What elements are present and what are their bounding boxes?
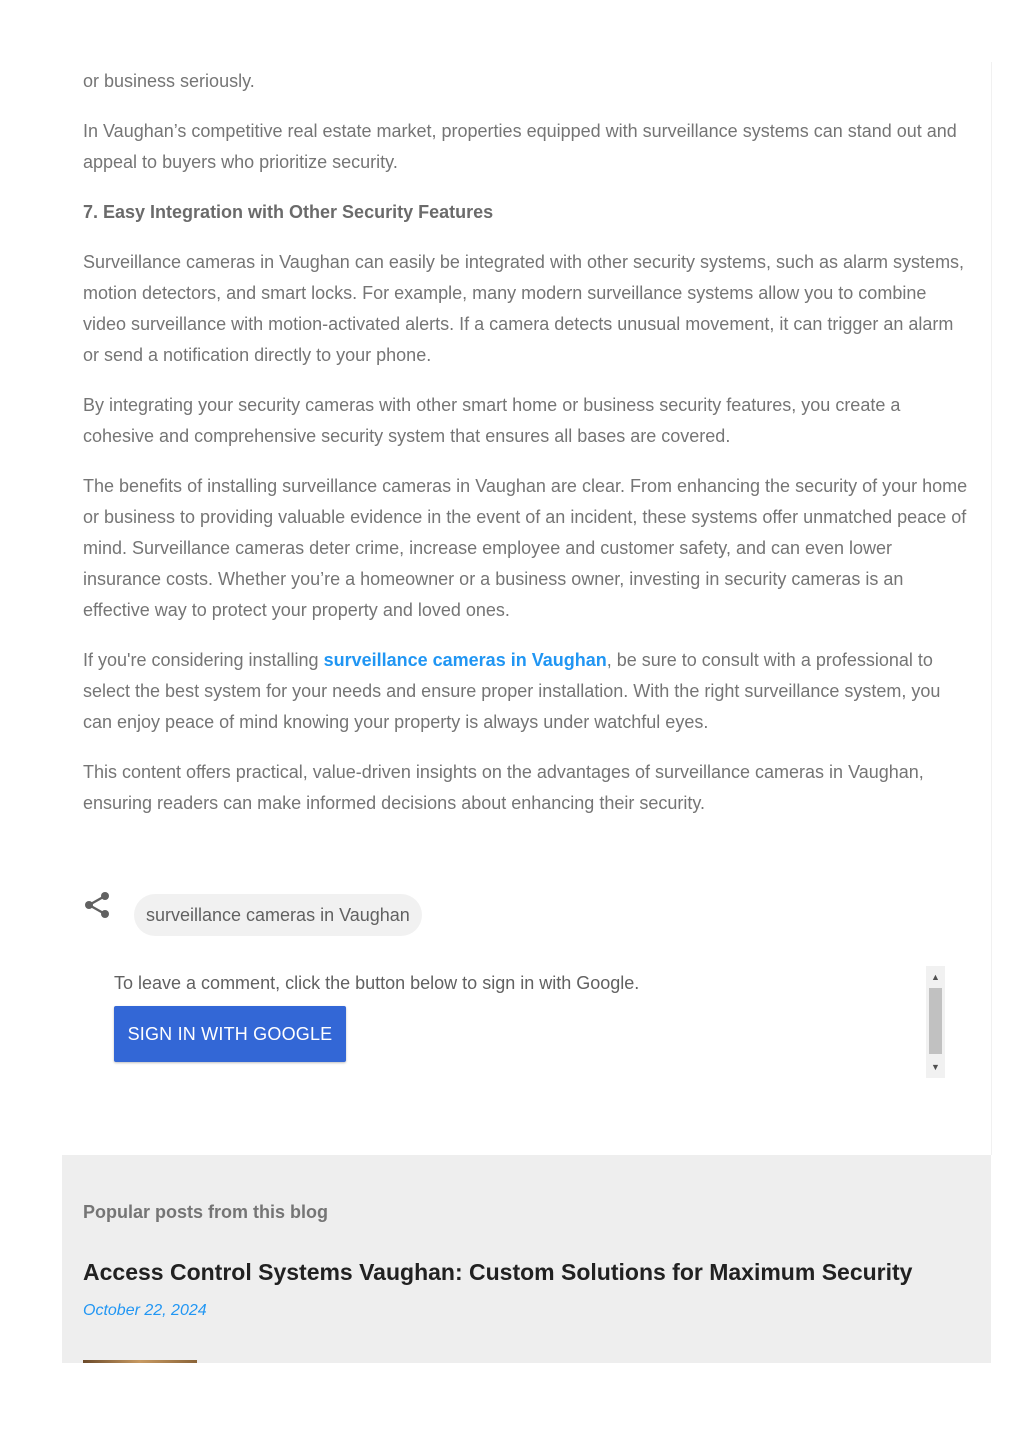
post-body [83,66,973,838]
comment-scrollbar[interactable] [926,966,945,1078]
post-paragraph: In Vaughan’s competitive real estate market, properties equipped with surveillance systems can stand out and appeal to buyers who prioritize security. [83,121,957,172]
post-paragraph: By integrating your security cameras with other smart home or business security features, you create a cohesive and comprehensive security system that ensures all bases are covered. [83,395,901,446]
popular-post-title[interactable]: Access Control Systems Vaughan: Custom Solutions for Maximum Security [83,1259,913,1285]
post-label-chip[interactable]: surveillance cameras in Vaughan [134,894,422,936]
popular-post-thumbnail[interactable] [83,1360,197,1363]
cta-text-before: If you're considering installing [83,650,324,670]
cta-text-after: , be sure to consult with a professional to select the best system for your needs and ensure proper installation. With the right surveillance system, you can enjoy peace of mind knowing your property is always under watchful eyes. [83,650,941,732]
post-paragraph: or business seriously. [83,71,255,91]
share-icon[interactable] [84,891,112,919]
scroll-down-arrow-icon[interactable]: ▼ [931,1062,940,1072]
closing-paragraph: This content offers practical, value-driven insights on the advantages of surveillance cameras in Vaughan, ensuring readers can make informed decisions about enhancing their security. [83,762,924,813]
section-heading: 7. Easy Integration with Other Security Features [83,202,494,222]
popular-posts-heading: Popular posts from this blog [83,1202,329,1222]
scroll-up-arrow-icon[interactable]: ▲ [931,972,940,982]
scroll-thumb[interactable] [929,988,942,1054]
post-paragraph: The benefits of installing surveillance cameras in Vaughan are clear. From enhancing the security of your home or business to providing valuable evidence in the event of an incident, these systems offer unmatched peace of mind. Surveillance cameras deter crime, increase employee and customer safety, and can even lower insurance costs. Whether you’re a homeowner or a business owner, investing in security cameras is an effective way to protect your property and loved ones. [83,476,968,620]
popular-posts-section [62,1155,991,1363]
popular-post-date[interactable]: October 22, 2024 [83,1302,207,1319]
comment-prompt: To leave a comment, click the button below to sign in with Google. [114,973,640,993]
surveillance-cameras-link[interactable]: surveillance cameras in Vaughan [323,650,607,670]
cta-paragraph [83,645,973,738]
sign-in-with-google-button[interactable]: SIGN IN WITH GOOGLE [114,1006,346,1062]
comment-box [114,966,945,1078]
post-paragraph: Surveillance cameras in Vaughan can easily be integrated with other security systems, such as alarm systems, motion detectors, and smart locks. For example, many modern surveillance systems allow you to combine video surveillance with motion-activated alerts. If a camera detects unusual movement, it can trigger an alarm or send a notification directly to your phone. [83,252,965,365]
